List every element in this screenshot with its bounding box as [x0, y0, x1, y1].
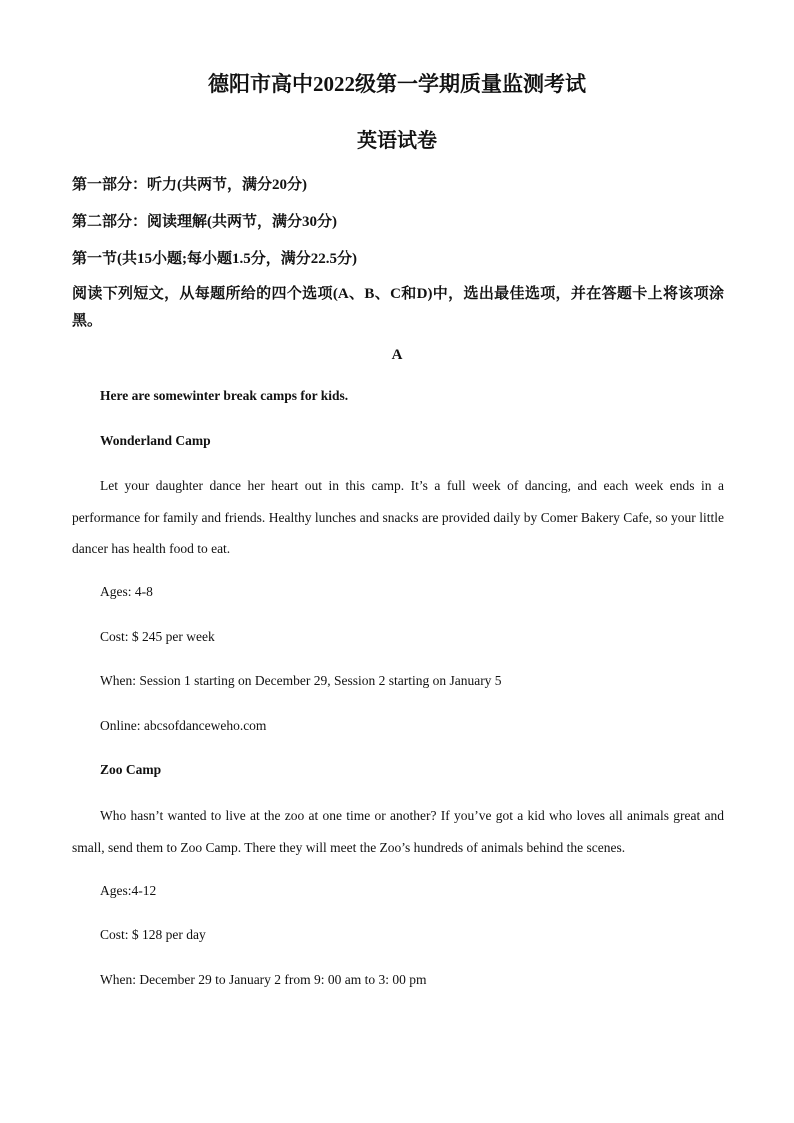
passage-intro: Here are somewinter break camps for kids. [100, 388, 349, 403]
reading-instruction: 阅读下列短文，从每题所给的四个选项(A、B、C和D)中，选出最佳选项，并在答题卡上将该项涂黑。 [72, 286, 724, 329]
part1-heading: 第一部分：听力(共两节，满分20分) [72, 177, 307, 193]
camp1-name: Wonderland Camp [100, 433, 211, 448]
section1-heading: 第一节(共15小题;每小题1.5分，满分22.5分) [72, 251, 357, 267]
camp2-name: Zoo Camp [100, 762, 162, 777]
camp1-ages: Ages: 4-8 [100, 584, 153, 599]
exam-title: 德阳市高中2022级第一学期质量监测考试 [208, 72, 586, 96]
part2-heading: 第二部分：阅读理解(共两节，满分30分) [72, 214, 337, 230]
camp2-cost: Cost: $ 128 per day [100, 927, 206, 942]
exam-subtitle: 英语试卷 [357, 130, 437, 152]
camp1-cost: Cost: $ 245 per week [100, 629, 215, 644]
camp1-description: Let your daughter dance her heart out in this camp. It’s a full week of dancing, and each week ends in a performance for family and friends. Healthy lunches and snacks are provided daily by Comer Bakery Cafe, so your little dancer has health food to eat. [72, 478, 724, 556]
camp2-ages: Ages:4-12 [100, 883, 157, 898]
camp1-when: When: Session 1 starting on December 29, Session 2 starting on January 5 [100, 673, 502, 688]
camp2-description: Who hasn’t wanted to live at the zoo at one time or another? If you’ve got a kid who loves all animals great and small, send them to Zoo Camp. There they will meet the Zoo’s hundreds of animals behind the scenes. [72, 808, 724, 855]
passage-letter: A [391, 347, 403, 363]
camp1-online: Online: abcsofdanceweho.com [100, 718, 267, 733]
camp2-when: When: December 29 to January 2 from 9: 00 am to 3: 00 pm [100, 972, 427, 987]
